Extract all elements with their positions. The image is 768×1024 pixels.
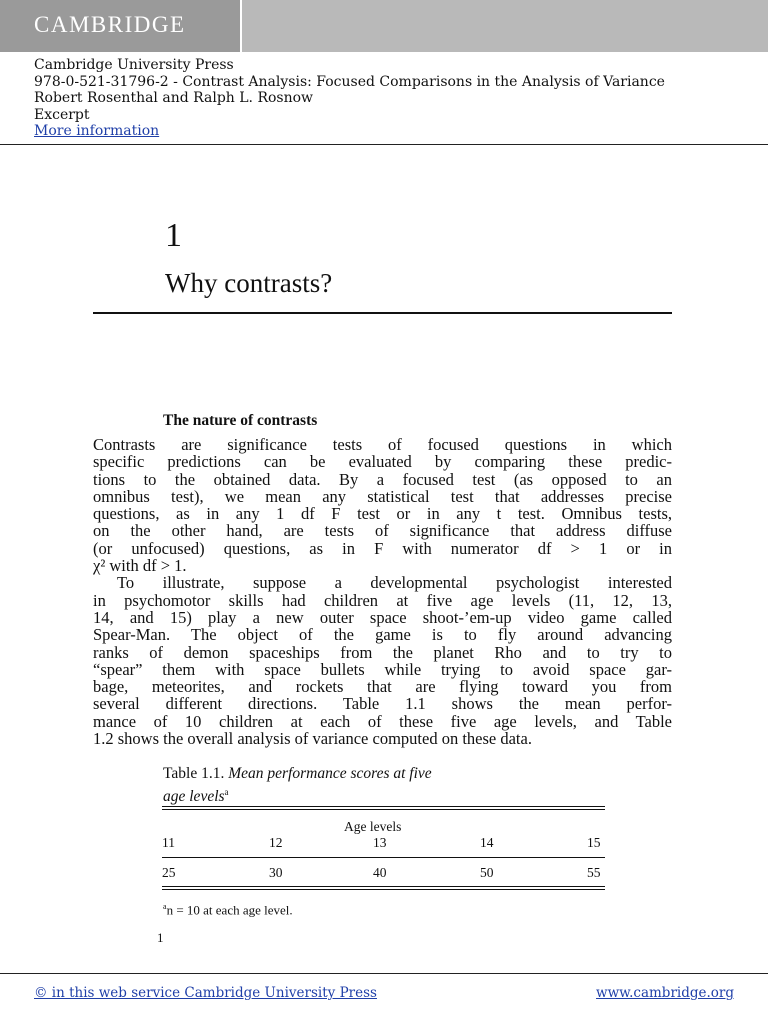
excerpt-line: Excerpt (34, 106, 90, 123)
table-header-cell: 14 (480, 835, 494, 850)
top-banner (0, 0, 768, 52)
body-line: in psychomotor skills had children at five age levels (11, 12, 13, (93, 590, 672, 610)
chapter-title: Why contrasts? (165, 268, 333, 298)
body-line: 1.2 shows the overall analysis of variance computed on these data. (93, 729, 532, 749)
body-line: To illustrate, suppose a developmental psychologist interested (117, 573, 672, 593)
table-caption (163, 765, 603, 806)
table-header-cell: 13 (373, 835, 387, 850)
body-line: (or unfocused) questions, as in F with numerator df > 1 or in (93, 538, 672, 558)
body-text (93, 436, 672, 747)
body-line: Contrasts are significance tests of focused questions in which (93, 435, 672, 454)
body-line: on the other hand, are tests of significance that address diffuse (93, 521, 672, 541)
table-footnote (163, 902, 293, 918)
body-line: mance of 10 children at each of these five age levels, and Table (93, 711, 672, 731)
table-label: Table 1.1. (163, 765, 225, 782)
table-value-cell: 50 (480, 865, 494, 880)
body-line: 14, and 15) play a new outer space shoot-’em-up video game called (93, 607, 672, 627)
body-line: Spear-Man. The object of the game is to fly around advancing (93, 625, 672, 645)
table-header-cell: 11 (162, 835, 175, 850)
body-line: ranks of demon spaceships from the planet Rho and to try to (93, 642, 672, 662)
copyright-link[interactable]: © in this web service Cambridge University Press (34, 985, 377, 1001)
authors-line: Robert Rosenthal and Ralph L. Rosnow (34, 90, 314, 106)
chapter-number: 1 (165, 217, 182, 254)
table-header-cell: 15 (587, 835, 601, 850)
table-title-superscript: a (224, 787, 229, 797)
table-spanner: Age levels (344, 819, 402, 834)
footnote-mark: a (163, 902, 167, 911)
logo-text: CAMBRIDGE (34, 12, 186, 37)
chapter-rule (93, 312, 672, 314)
banner-divider (240, 0, 242, 52)
table-title-part-1: Mean performance scores at five (228, 765, 432, 782)
body-line: χ² with df > 1. (93, 556, 187, 576)
table-value-cell: 25 (162, 865, 176, 880)
table-top-rule-double (162, 809, 605, 810)
table-value-cell: 40 (373, 865, 387, 880)
cambridge-website-link[interactable]: www.cambridge.org (596, 985, 734, 1001)
cambridge-logo[interactable] (0, 0, 240, 52)
table-value-cell: 55 (587, 865, 601, 880)
header-divider (0, 144, 768, 145)
body-line: specific predictions can be evaluated by comparing these predic- (93, 452, 672, 472)
footnote-text: n = 10 at each age level. (166, 902, 293, 918)
body-line: several different directions. Table 1.1 shows the mean perfor- (93, 694, 672, 714)
isbn-title-line: 978-0-521-31796-2 - Contrast Analysis: Focused Comparisons in the Analysis of Variance (34, 73, 665, 90)
publisher-line: Cambridge University Press (34, 57, 234, 73)
body-line: bage, meteorites, and rockets that are flying toward you from (93, 677, 672, 697)
table-header-rule (162, 857, 605, 858)
page-number: 1 (157, 930, 164, 945)
table-value-cell: 30 (269, 865, 283, 880)
table-top-rule (162, 806, 605, 807)
footer-divider (0, 973, 768, 974)
section-heading: The nature of contrasts (163, 412, 318, 429)
body-line: tions to the obtained data. By a focused test (as opposed to an (93, 469, 672, 489)
table-header-cell: 12 (269, 835, 283, 850)
table-title-part-2: age levels (163, 788, 225, 806)
book-metadata (34, 57, 665, 140)
more-information-link[interactable]: More information (34, 123, 160, 139)
body-line: “spear” them with space bullets while trying to avoid space gar- (93, 659, 672, 679)
body-line: questions, as in any 1 df F test or in any t test. Omnibus tests, (93, 504, 672, 524)
table-bottom-rule-double (162, 889, 605, 890)
body-line: omnibus test), we mean any statistical test that addresses precise (93, 486, 672, 506)
table-bottom-rule (162, 886, 605, 887)
